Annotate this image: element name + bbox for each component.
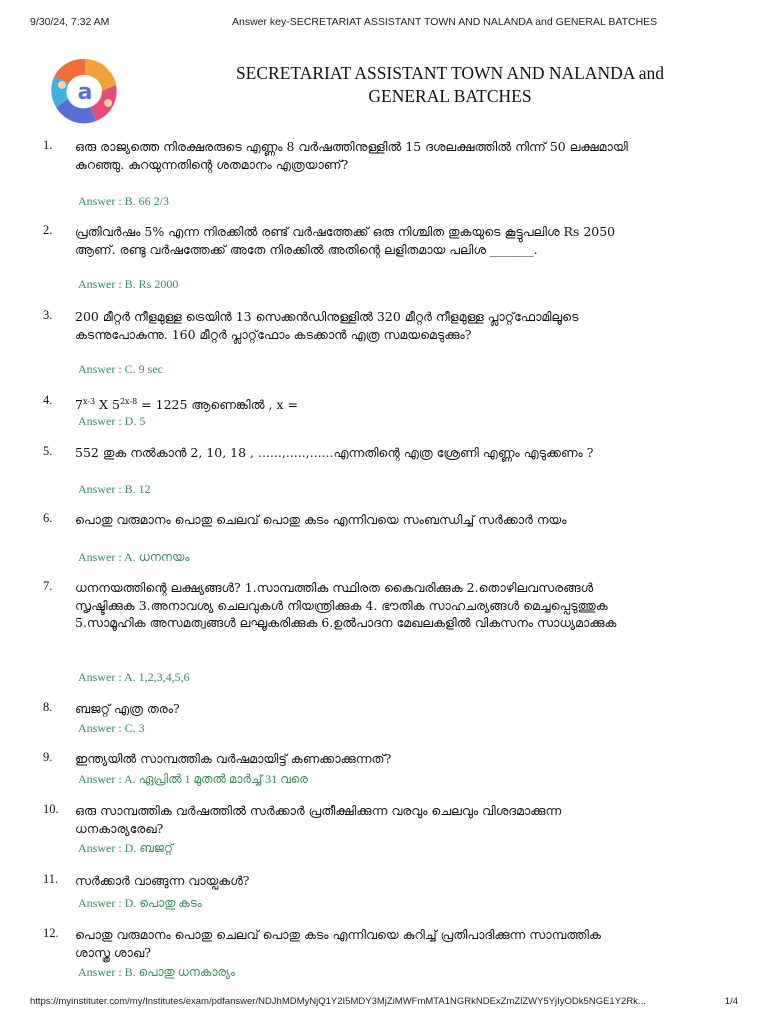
question-number: 3. xyxy=(43,308,53,322)
answer-text: Answer : A. ഏപ്രിൽ 1 മുതൽ മാർച്ച് 31 വരെ xyxy=(78,772,308,786)
answer-text: Answer : B. Rs 2000 xyxy=(78,277,179,291)
logo-graphic xyxy=(44,55,126,127)
question-number: 4. xyxy=(43,393,53,407)
answer-text: Answer : D. 5 xyxy=(78,414,146,428)
page-number: 1/4 xyxy=(724,996,738,1007)
answer-text: Answer : C. 9 sec xyxy=(78,362,163,376)
answer-text: Answer : C. 3 xyxy=(78,721,145,735)
equation-rest: = 1225 ആണെങ്കിൽ , x = xyxy=(137,397,298,412)
print-url: https://myinstituter.com/my/Institutes/exam/pdfanswer/NDJhMDMyNjQ1Y2I5MDY3MjZiMWFmMTA1NGRkNDExZmZlZWY5YjIyODk5NGE1Y2Rk... xyxy=(30,996,646,1007)
question-number: 8. xyxy=(43,700,53,714)
question-number: 5. xyxy=(43,444,53,458)
question-text: ബജറ്റ് എത്ര തരം? xyxy=(75,701,180,716)
question-text: ഒരു സാമ്പത്തിക വർഷത്തിൽ സർക്കാർ പ്രതീക്ഷിക്കുന്ന വരവും ചെലവും വിശദമാക്കുന്ന ധനകാര്യരേഖ? xyxy=(75,803,562,836)
exam-title-line-1: SECRETARIAT ASSISTANT TOWN AND NALANDA and xyxy=(235,63,665,83)
answer-text: Answer : B. പൊതു ധനകാര്യം xyxy=(78,965,236,979)
equation-base-7: 7 xyxy=(75,397,83,412)
question-text: 552 തുക നൽകാൻ 2, 10, 18 , ......,.....,......എന്നതിന്റെ എത്ര ശ്രേണി എണ്ണം എടുക്കണം ? xyxy=(75,445,594,460)
question-text: സർക്കാർ വാങ്ങുന്ന വായ്പകൾ? xyxy=(75,873,250,888)
answer-text: Answer : B. 66 2/3 xyxy=(78,194,169,208)
question-number: 11. xyxy=(43,872,59,886)
answer-text: Answer : B. 12 xyxy=(78,482,151,496)
question-text: ധനനയത്തിന്റെ ലക്ഷ്യങ്ങൾ? 1.സാമ്പത്തിക സ്ഥിരത കൈവരിക്കുക 2.തൊഴിലവസരങ്ങൾ സൃഷ്ടിക്കുക 3.അനാവശ്യ ചെലവുകൾ നിയന്ത്രിക്കുക 4. ഭൗതിക സാഹചര്യങ്ങൾ മെച്ചപ്പെടുത്തുക 5.സാമൂഹിക അസമത്വങ്ങൾ ലഘൂകരിക്കുക 6.ഉൽപാദന മേഖലകളിൽ വികസനം സാധ്യമാക്കുക xyxy=(75,580,617,630)
question-number: 1. xyxy=(43,138,53,152)
question-text: 200 മീറ്റർ നീളമുള്ള ട്രെയിൻ 13 സെക്കൻഡിനുള്ളിൽ 320 മീറ്റർ നീളമുള്ള പ്ലാറ്റ്‌ഫോമിലൂടെ കടന്നുപോകുന്നു. 160 മീറ്റർ പ്ലാറ്റ്‌ഫോം കടക്കാൻ എത്ര സമയമെടുക്കും? xyxy=(75,309,579,342)
myinstituter-logo-icon xyxy=(44,55,126,127)
question-text: പൊതു വരുമാനം പൊതു ചെലവ് പൊതു കടം എന്നിവയെ കുറിച്ച് പ്രതിപാദിക്കുന്ന സാമ്പത്തിക ശാസ്ത്ര ശാഖ? xyxy=(75,927,601,960)
question-text: ഇന്ത്യയിൽ സാമ്പത്തിക വർഷമായിട്ട് കണക്കാക്കുന്നത്? xyxy=(75,751,392,766)
equation-exponent-2: 2x-8 xyxy=(119,397,138,406)
print-doc-title: Answer key-SECRETARIAT ASSISTANT TOWN AND NALANDA and GENERAL BATCHES xyxy=(232,16,658,28)
equation-exponent-1: x-3 xyxy=(82,397,96,406)
print-datetime: 9/30/24, 7:32 AM xyxy=(30,16,110,28)
question-number: 10. xyxy=(43,802,59,816)
answer-text: Answer : A. ധനനയം xyxy=(78,550,190,564)
answer-text: Answer : A. 1,2,3,4,5,6 xyxy=(78,670,190,684)
question-number: 7. xyxy=(43,579,53,593)
question-number: 2. xyxy=(43,223,53,237)
question-text: പൊതു വരുമാനം പൊതു ചെലവ് പൊതു കടം എന്നിവയെ സംബന്ധിച്ച് സർക്കാർ നയം xyxy=(75,512,567,527)
exam-title-line-2: GENERAL BATCHES xyxy=(368,86,532,106)
question-text: പ്രതിവർഷം 5% എന്ന നിരക്കിൽ രണ്ട് വർഷത്തേക്ക് ഒരു നിശ്ചിത തുകയുടെ കൂട്ടുപലിശ Rs 2050 ആണ്. രണ്ടു വർഷത്തേക്ക് അതേ നിരക്കിൽ അതിന്റെ ലളിതമായ പലിശ _______. xyxy=(75,224,616,257)
question-text: ഒരു രാജ്യത്തെ നിരക്ഷരരുടെ എണ്ണം 8 വർഷത്തിനുള്ളിൽ 15 ദശലക്ഷത്തിൽ നിന്ന് 50 ലക്ഷമായി കുറഞ്ഞു. കുറയുന്നതിന്റെ ശതമാനം എത്രയാണ്? xyxy=(75,139,628,172)
question-number: 12. xyxy=(43,926,59,940)
question-text xyxy=(75,393,635,414)
exam-title xyxy=(140,62,760,108)
logo-letter: a xyxy=(77,80,93,105)
question-number: 9. xyxy=(43,750,53,764)
equation-middle: X 5 xyxy=(95,397,120,412)
answer-text: Answer : D. ബജറ്റ് xyxy=(78,841,173,855)
answer-text: Answer : D. പൊതു കടം xyxy=(78,896,202,910)
question-number: 6. xyxy=(43,511,53,525)
